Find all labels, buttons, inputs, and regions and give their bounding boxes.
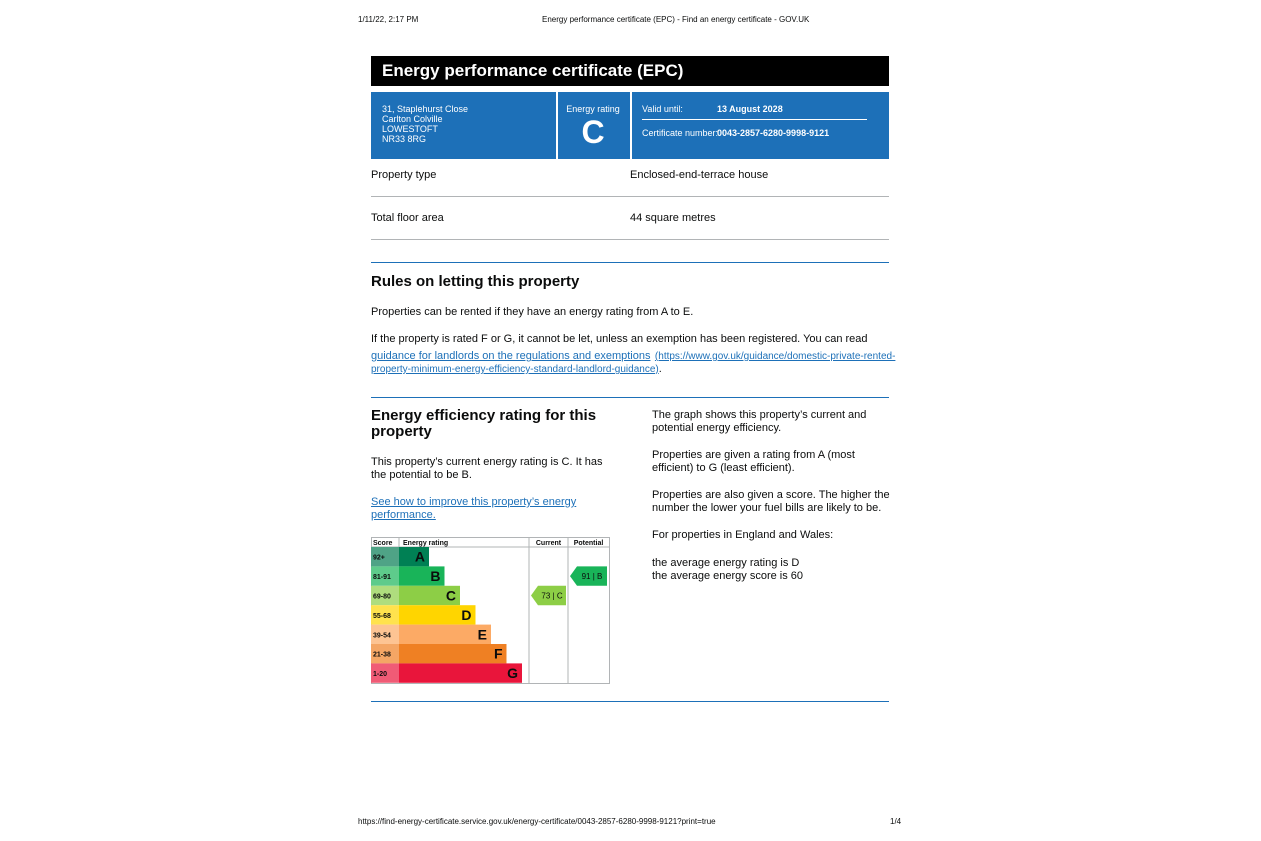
explanation-line: efficient) to G (least efficient).: [652, 462, 795, 474]
band-letter: A: [414, 548, 425, 565]
energy-rating-chart: [371, 537, 610, 684]
average-score-line: the average energy score is 60: [652, 570, 804, 582]
address-line: Carlton Colville: [382, 114, 443, 124]
print-url: https://find-energy-certificate.service.gov.uk/energy-certificate/0043-2857-6280-9998-9121?print=true: [358, 817, 716, 826]
explanation-line: Properties are also given a score. The higher the: [652, 489, 890, 501]
explanation-line: The graph shows this property’s current and: [652, 409, 867, 421]
certificate-number-value: 0043-2857-6280-9998-9121: [717, 128, 830, 138]
current-rating-text: [371, 456, 603, 482]
certificate-number-label: Certificate number:: [642, 128, 719, 138]
band-bar-g: [399, 663, 522, 682]
explanation-line: Properties are given a rating from A (most: [652, 449, 855, 461]
floor-area-value: 44 square metres: [630, 212, 716, 224]
guidance-url-part-1[interactable]: (https://www.gov.uk/guidance/domestic-private-rented-: [654, 351, 896, 362]
address-line: 31, Staplehurst Close: [382, 104, 469, 114]
print-page-title: Energy performance certificate (EPC) - Find an energy certificate - GOV.UK: [542, 15, 810, 24]
average-ratings: [652, 557, 803, 583]
score-range-label: 39-54: [373, 632, 391, 640]
band-letter: D: [461, 606, 472, 623]
efficiency-heading-line: property: [371, 423, 432, 440]
row-divider: [371, 196, 889, 197]
score-range-label: 81-91: [373, 574, 391, 582]
rules-paragraph-1: Properties can be rented if they have an energy rating from A to E.: [371, 306, 694, 318]
guidance-link[interactable]: guidance for landlords on the regulations and exemptions: [371, 350, 651, 362]
guidance-link-line-2: [371, 359, 662, 377]
band-letter: F: [493, 645, 503, 662]
current-rating-arrow-label: 73 | C: [541, 591, 563, 601]
row-divider: [371, 239, 889, 240]
score-range-label: 69-80: [373, 593, 391, 601]
energy-rating-label: Energy rating: [566, 104, 620, 114]
property-type-value: Enclosed-end-terrace house: [630, 169, 769, 181]
valid-until-label: Valid until:: [642, 104, 683, 114]
improve-link-line[interactable]: performance.: [371, 509, 436, 521]
improve-link-line[interactable]: See how to improve this property’s energy: [371, 496, 577, 508]
score-range-label: 92+: [373, 554, 385, 562]
graph-explanation: [652, 409, 866, 435]
score-range-label: 1-20: [373, 671, 388, 679]
property-address: [382, 104, 468, 144]
column-header: Energy rating: [403, 540, 449, 547]
score-range-label: 55-68: [373, 612, 391, 620]
column-header: Potential: [573, 540, 604, 547]
potential-rating-arrow-label: 91 | B: [581, 572, 603, 582]
current-rating-line: This property’s current energy rating is C. It has: [371, 456, 603, 468]
rating-explanation: [652, 449, 855, 475]
score-explanation: [652, 489, 890, 515]
improve-performance-link[interactable]: [371, 496, 576, 522]
band-letter: E: [477, 626, 487, 643]
explanation-line: number the lower your fuel bills are likely to be.: [652, 502, 882, 514]
region-intro: For properties in England and Wales:: [652, 529, 834, 541]
band-letter: G: [507, 665, 518, 682]
page-title: Energy performance certificate (EPC): [371, 56, 889, 86]
rules-heading: Rules on letting this property: [371, 273, 580, 290]
floor-area-label: Total floor area: [371, 212, 444, 224]
rules-paragraph-2: If the property is rated F or G, it cannot be let, unless an exemption has been registered. You can read: [371, 333, 868, 345]
property-type-label: Property type: [371, 169, 437, 181]
band-bar-f: [399, 644, 507, 663]
section-divider: [371, 262, 889, 263]
band-letter: C: [445, 587, 456, 604]
score-range-label: 21-38: [373, 651, 391, 659]
current-rating-line: the potential to be B.: [371, 469, 472, 481]
band-letter: B: [430, 568, 441, 585]
epc-summary-panel: [371, 92, 889, 159]
efficiency-heading-line: Energy efficiency rating for this: [371, 407, 597, 424]
valid-until-value: 13 August 2028: [717, 104, 783, 114]
energy-rating-letter: C: [581, 114, 605, 150]
column-header: Current: [535, 540, 562, 547]
guidance-url-part-2[interactable]: property-minimum-energy-efficiency-standard-landlord-guidance): [371, 364, 659, 375]
address-line: LOWESTOFT: [382, 124, 438, 134]
column-header: Score: [373, 540, 393, 547]
explanation-line: potential energy efficiency.: [652, 422, 782, 434]
average-rating-line: the average energy rating is D: [652, 557, 800, 569]
section-divider: [371, 397, 889, 398]
panel-rule: [642, 119, 867, 120]
section-divider: [371, 701, 889, 702]
print-page-number: 1/4: [890, 817, 902, 826]
efficiency-heading: [371, 408, 596, 440]
address-line: NR33 8RG: [382, 134, 427, 144]
panel-divider: [630, 92, 632, 159]
trailing-period: .: [658, 363, 662, 375]
print-datetime: 1/11/22, 2:17 PM: [358, 15, 419, 24]
